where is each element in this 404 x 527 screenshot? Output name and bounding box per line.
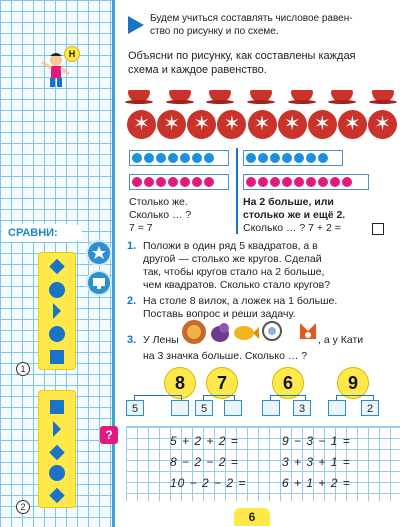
left-scheme-pink-row [129, 174, 229, 190]
tree-3-left-box[interactable] [262, 400, 280, 416]
left-scheme-text-2: Сколько … ? [129, 209, 192, 221]
exercise-col2-row2: 3 + 3 + 1 = [282, 455, 351, 469]
tree-1-right-box[interactable] [171, 400, 189, 416]
circle-shape [49, 326, 65, 342]
task-1-line-3: так, чтобы кругов стало на 2 больше, [143, 266, 325, 278]
intro-line-2: ство по рисунку и по схеме. [150, 26, 279, 37]
circle-shape [49, 465, 65, 481]
fox-badge-icon [296, 319, 320, 345]
task-1-line-4: чем квадратов. Сколько стало кругов? [143, 279, 331, 291]
right-scheme-text-1: На 2 больше, или [243, 196, 334, 208]
plate-image [127, 110, 156, 139]
square-shape [50, 350, 64, 364]
exercise-col1-row1: 5 + 2 + 2 = [170, 434, 239, 448]
tree-4-top: 9 [337, 367, 369, 399]
right-scheme-text-3: Сколько … ? 7 + 2 = [243, 222, 341, 234]
lesson-marker-icon [128, 16, 144, 34]
tree-1-left-box[interactable]: 5 [126, 400, 144, 416]
cup-image [331, 90, 353, 102]
bird-badge-icon [208, 319, 232, 345]
plate-image [217, 110, 246, 139]
task-3-part-1: У Лены [143, 334, 179, 346]
exercise-col1-row2: 8 − 2 − 2 = [170, 455, 239, 469]
left-scheme-text-3: 7 = 7 [129, 222, 153, 234]
card-2-number: 2 [16, 500, 30, 514]
explain-line-1: Объясни по рисунку, как составлены каждая [128, 50, 356, 62]
plate-image [338, 110, 367, 139]
fish-badge-icon [233, 319, 259, 345]
cup-image [169, 90, 191, 102]
explain-line-2: схема и каждое равенство. [128, 64, 267, 76]
task-1-line-1: Положи в один ряд 5 квадратов, а в [143, 240, 318, 252]
shapes-card-1 [38, 252, 76, 370]
left-scheme-blue-row [129, 150, 229, 166]
plate-image [308, 110, 337, 139]
plate-image [157, 110, 186, 139]
plates-row [127, 110, 397, 140]
right-scheme-blue-row [243, 150, 343, 166]
kid-letter-badge: Н [64, 46, 80, 62]
snail-badge-icon [260, 319, 284, 345]
square-shape [50, 400, 64, 414]
computer-badge-icon[interactable] [86, 270, 112, 296]
exercise-col2-row1: 9 − 3 − 1 = [282, 434, 351, 448]
answer-box[interactable] [372, 223, 384, 235]
cup-image [250, 90, 272, 102]
cups-row [128, 90, 394, 106]
task-1-number: 1. [127, 240, 137, 252]
star-badge-icon[interactable] [86, 240, 112, 266]
cup-image [128, 90, 150, 102]
plate-image [248, 110, 277, 139]
cup-image [291, 90, 313, 102]
exercise-col2-row3: 6 + 1 + 2 = [282, 476, 351, 490]
cup-image [209, 90, 231, 102]
task-3-part-2: , а у Кати [318, 334, 364, 346]
strip-edge-line [112, 0, 115, 527]
triangle-shape [53, 303, 61, 319]
task-3-line-2: на 3 значка больше. Сколько … ? [143, 350, 308, 362]
tree-3-right-box[interactable]: 3 [293, 400, 311, 416]
triangle-shape [53, 421, 61, 437]
diamond-shape [49, 488, 65, 504]
plate-image [187, 110, 216, 139]
task-2-line-2: Поставь вопрос и реши задачу. [143, 308, 296, 320]
task-1-line-2: другой — столько же кругов. Сделай [143, 253, 322, 265]
compare-label: СРАВНИ: [2, 224, 82, 242]
task-2-line-1: На столе 8 вилок, а ложек на 1 больше. [143, 295, 338, 307]
left-scheme-text-1: Столько же. [129, 196, 188, 208]
tree-2-left-box[interactable]: 5 [195, 400, 213, 416]
tree-2-top: 7 [206, 367, 238, 399]
task-2-number: 2. [127, 295, 137, 307]
plate-image [278, 110, 307, 139]
tree-1-top: 8 [164, 367, 196, 399]
circle-shape [49, 282, 65, 298]
plate-image [368, 110, 397, 139]
tree-4-right-box[interactable]: 2 [361, 400, 379, 416]
exercise-grid [126, 426, 400, 501]
scheme-divider [236, 148, 238, 234]
lion-badge-icon [181, 319, 207, 345]
right-scheme-pink-row [243, 174, 369, 190]
tree-3-top: 6 [272, 367, 304, 399]
diamond-shape [49, 445, 65, 461]
diamond-shape [49, 259, 65, 275]
shapes-card-2 [38, 390, 76, 508]
intro-line-1: Будем учиться составлять числовое равен- [150, 13, 353, 24]
exercise-col1-row3: 10 − 2 − 2 = [170, 476, 247, 490]
page-number: 6 [234, 508, 270, 526]
cup-image [372, 90, 394, 102]
task-3-number: 3. [127, 334, 137, 346]
tree-4-left-box[interactable] [328, 400, 346, 416]
card-1-number: 1 [16, 362, 30, 376]
right-scheme-text-2: столько же и ещё 2. [243, 209, 346, 221]
question-tag: ? [100, 426, 118, 444]
tree-2-right-box[interactable] [224, 400, 242, 416]
